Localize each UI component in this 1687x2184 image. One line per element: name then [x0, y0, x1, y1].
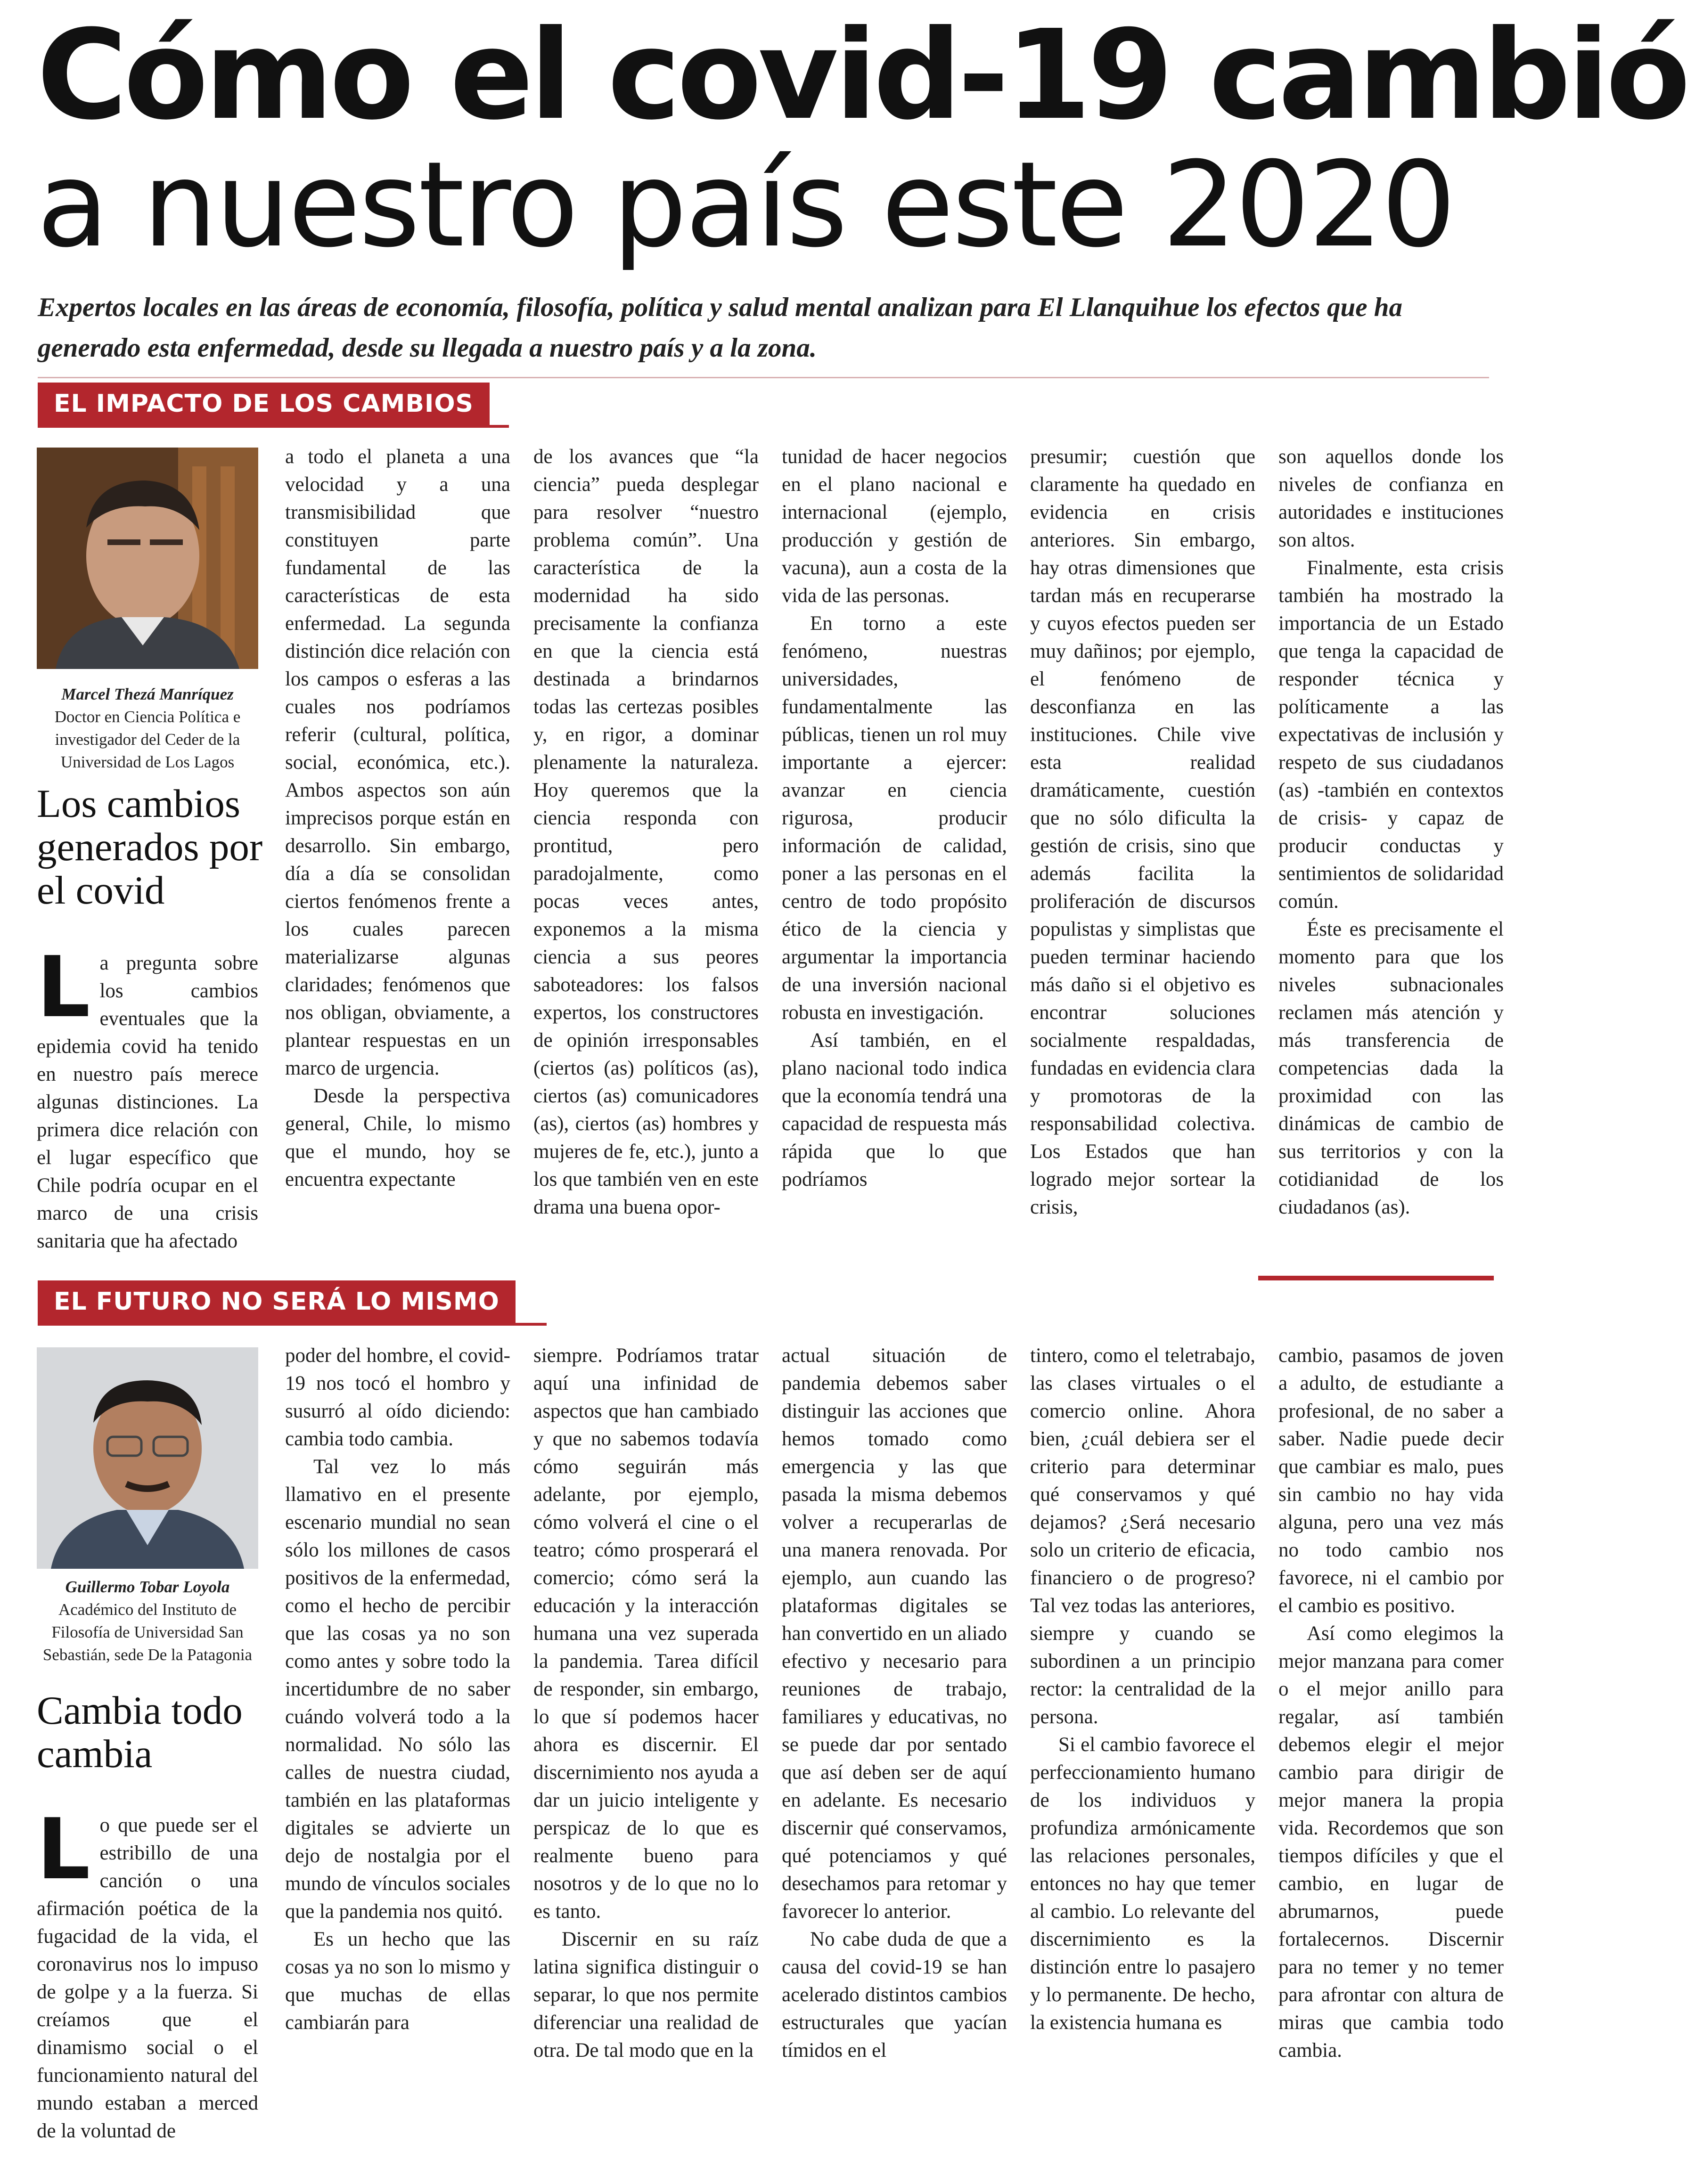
- article-1-column-5: [1030, 443, 1255, 1258]
- article-2-column-6: [1278, 1342, 1504, 2161]
- portrait-image: [37, 1347, 258, 1569]
- headline-line-1: Cómo el covid-19 cambió: [37, 3, 1687, 147]
- article-1-column-2: [285, 443, 510, 1258]
- section-1-rule: [38, 425, 509, 428]
- paragraph: poder del hombre, el covid-19 nos tocó el hombro y susurró al oído diciendo: cambia todo cambia.: [285, 1345, 510, 1450]
- paragraph: a todo el planeta a una velocidad y a una transmisibilidad que constituyen parte fundamental de las características de esta enfermedad. La segunda distinción dice relación con los campos o esferas a las cuales nos podríamos referir (cultural, política, social, económica, etc.). Ambos aspectos son aún imprecisos porque están en desarrollo. Sin embargo, día a día se consolidan ciertos fenómenos frente a los cuales parecen materializarse algunas claridades; fenómenos que nos obligan, obviamente, a plantear respuestas en un marco de urgencia.: [285, 446, 510, 1079]
- author-role: Académico del Instituto de Filosofía de Universidad San Sebastián, sede De la Patagonia: [42, 1600, 253, 1664]
- article-2-column-3: [533, 1342, 759, 2161]
- portrait-image: [37, 448, 258, 669]
- paragraph: No cabe duda de que a causa del covid-19 se han acelerado distintos cambios estructurales que yacían tímidos en el: [782, 1928, 1007, 2062]
- paragraph: presumir; cuestión que claramente ha quedado en evidencia en crisis anteriores. Sin embargo, hay otras dimensiones que tardan más en recuperarse y cuyos efectos pueden ser muy dañinos; por ejemplo, el fenómeno de desconfianza en las instituciones. Chile vive esta realidad dramáticamente, cuestión que no sólo dificulta la gestión de crisis, sino que además facilita la proliferación de discursos populistas y simplistas que pueden terminar haciendo más daño si el objetivo es encontrar soluciones socialmente respaldadas, fundadas en evidencia clara y promotoras de la responsabilidad colectiva. Los Estados que han logrado mejor sortear la crisis,: [1030, 446, 1255, 1218]
- author-caption-2: [37, 1576, 258, 1666]
- paragraph: Si el cambio favorece el perfeccionamiento humano de los individuos y profundiza armónicamente las relaciones personales, entonces no hay que temer al cambio. Lo relevante del discernimiento es la distinción entre lo pasajero y lo permanente. De hecho, la existencia humana es: [1030, 1734, 1255, 2034]
- author-name: Marcel Thezá Manríquez: [61, 685, 234, 703]
- paragraph: Éste es precisamente el momento para que los niveles subnacionales reclamen más atención y más transferencia de competencias dada la proximidad con las dinámicas de cambio de sus territorios y con la cotidianidad de los ciudadanos (as).: [1278, 918, 1504, 1218]
- paragraph: Así como elegimos la mejor manzana para comer o el mejor anillo para regalar, así también debemos elegir el mejor cambio para dirigir de mejor manera la propia vida. Recordemos que son tiempos difíciles y que el cambio, en lugar de abrumarnos, puede fortalecernos. Discernir para no temer y no temer para afrontar con altura de miras que cambia todo cambia.: [1278, 1622, 1504, 2062]
- article-1-column-4: [782, 443, 1007, 1258]
- paragraph: actual situación de pandemia debemos saber distinguir las acciones que hemos tomado como emergencia y las que pasada la misma debemos volver a recuperarlas de una manera renovada. Por ejemplo, aun cuando las plataformas digitales se han convertido en un aliado efectivo y necesario para reuniones de trabajo, familiares y educativas, no se puede dar por sentado que así deben ser de aquí en adelante. Es necesario discernir qué conservamos, qué potenciamos y qué desechamos para retomar y favorecer lo anterior.: [782, 1345, 1007, 1923]
- author-name: Guillermo Tobar Loyola: [65, 1578, 230, 1596]
- article-1-column-3: [533, 443, 759, 1258]
- drop-cap: L: [37, 938, 90, 1036]
- lead-paragraph: Expertos locales en las áreas de economía, filosofía, política y salud mental analizan para El Llanquihue los efectos que ha generado esta enfermedad, desde su llegada a nuestro país y a la zona.: [38, 293, 1403, 363]
- article-2-column-5: [1030, 1342, 1255, 2161]
- paragraph: tunidad de hacer negocios en el plano nacional e internacional (ejemplo, producción y gestión de vacuna), aun a costa de la vida de las personas.: [782, 446, 1007, 607]
- top-divider: [38, 377, 1489, 378]
- paragraph: son aquellos donde los niveles de confianza en autoridades e instituciones son altos.: [1278, 446, 1504, 551]
- paragraph: o que puede ser el estribillo de una canción o una afirmación poética de la fugacidad de la vida, el coronavirus nos lo impuso de golpe y a la fuerza. Si creíamos que el dinamismo social o el funcionamiento natural del mundo estaban a merced de la voluntad de: [37, 1814, 258, 2142]
- drop-cap: L: [37, 1801, 90, 1898]
- article-2-column-2: [285, 1342, 510, 2161]
- section-2-rule: [38, 1323, 547, 1326]
- section-1-end-rule: [1258, 1276, 1494, 1280]
- paragraph: Es un hecho que las cosas ya no son lo mismo y que muchas de ellas cambiarán para: [285, 1928, 510, 2034]
- author-photo-thezá: [37, 448, 258, 669]
- paragraph: Así también, en el plano nacional todo indica que la economía tendrá una capacidad de respuesta más rápida que lo que podríamos: [782, 1029, 1007, 1190]
- article-1-column-6: [1278, 443, 1504, 1258]
- paragraph: Desde la perspectiva general, Chile, lo mismo que el mundo, hoy se encuentra expectante: [285, 1085, 510, 1190]
- paragraph: a pregunta sobre los cambios eventuales que la epidemia covid ha tenido en nuestro país merece algunas distinciones. La primera dice relación con el lugar específico que Chile podría ocupar en el marco de una crisis sanitaria que ha afectado: [37, 952, 258, 1252]
- article-2-column-4: [782, 1342, 1007, 2161]
- paragraph: tintero, como el teletrabajo, las clases virtuales o el comercio online. Ahora bien, ¿cuál debiera ser el criterio para determinar qué conservamos y qué dejamos? ¿Será necesario solo un criterio de eficacia, financiero o de progreso? Tal vez todas las anteriores, siempre y cuando se subordinen a un principio rector: la centralidad de la persona.: [1030, 1345, 1255, 1728]
- paragraph: de los avances que “la ciencia” pueda desplegar para resolver “nuestro problema común”. Una característica de la modernidad ha sido precisamente la confianza en que la ciencia está destinada a brindarnos todas las certezas posibles y, en rigor, a dominar plenamente la naturaleza. Hoy queremos que la ciencia responda con prontitud, pero paradojalmente, como pocas veces antes, exponemos a la misma ciencia a sus peores saboteadores: los falsos expertos, los constructores de opinión irresponsables (ciertos (as) políticos (as), ciertos (as) comunicadores (as), ciertos (as) hombres y mujeres de fe, etc.), junto a los que también ven en este drama una buena opor-: [533, 446, 759, 1218]
- author-role: Doctor en Ciencia Política e investigador del Ceder de la Universidad de Los Lagos: [54, 708, 241, 771]
- article-2-column-1: [37, 1801, 258, 2160]
- paragraph: siempre. Podríamos tratar aquí una infinidad de aspectos que han cambiado y que no sabemos todavía cómo seguirán más adelante, por ejemplo, cómo volverá el cine o el teatro; cómo prosperará el comercio; cómo será la educación y la interacción humana una vez superada la pandemia. Tarea difícil de responder, sin embargo, lo que sí podemos hacer ahora es discernir. El discernimiento nos ayuda a dar un juicio inteligente y perspicaz de lo que es realmente bueno para nosotros y de lo que no lo es tanto.: [533, 1345, 759, 1923]
- column-subtitle-1: Los cambios generados por el covid: [37, 782, 263, 913]
- article-1-column-1: [37, 938, 258, 1255]
- author-photo-tobar: [37, 1347, 258, 1569]
- paragraph: Finalmente, esta crisis también ha mostrado la importancia de un Estado que tenga la capacidad de responder técnica y políticamente a las expectativas de inclusión y respeto de sus ciudadanos (as) -también en contextos de crisis- y capaz de producir conductas y sentimientos de solidaridad común.: [1278, 557, 1504, 913]
- section-label-futuro: EL FUTURO NO SERÁ LO MISMO: [38, 1280, 516, 1323]
- column-subtitle-2: Cambia todo cambia: [37, 1688, 243, 1776]
- paragraph: Tal vez lo más llamativo en el presente escenario mundial no sean sólo los millones de casos positivos de la enfermedad, como el hecho de percibir que las cosas ya no son como antes y sobre todo la incertidumbre de no saber cuándo volverá todo a la normalidad. No sólo las calles de nuestra ciudad, también en las plataformas digitales se advierte un dejo de nostalgia por el mundo de vínculos sociales que la pandemia nos quitó.: [285, 1456, 510, 1923]
- paragraph: cambio, pasamos de joven a adulto, de estudiante a profesional, de no saber a saber. Nadie puede decir que cambiar es malo, pues sin cambio no hay vida alguna, pero una vez más no todo cambio nos favorece, ni el cambio por el cambio es positivo.: [1278, 1345, 1504, 1617]
- author-caption-1: [37, 683, 258, 774]
- paragraph: Discernir en su raíz latina significa distinguir o separar, lo que nos permite diferenciar una realidad de otra. De tal modo que en la: [533, 1928, 759, 2062]
- headline-line-2: a nuestro país este 2020: [37, 136, 1455, 273]
- paragraph: En torno a este fenómeno, nuestras universidades, fundamentalmente las públicas, tienen un rol muy importante a ejercer: avanzar en ciencia rigurosa, producir información de calidad, poner a las personas en el centro de todo propósito ético de la ciencia y argumentar la importancia de una inversión nacional robusta en investigación.: [782, 612, 1007, 1024]
- section-label-impacto: EL IMPACTO DE LOS CAMBIOS: [38, 383, 490, 425]
